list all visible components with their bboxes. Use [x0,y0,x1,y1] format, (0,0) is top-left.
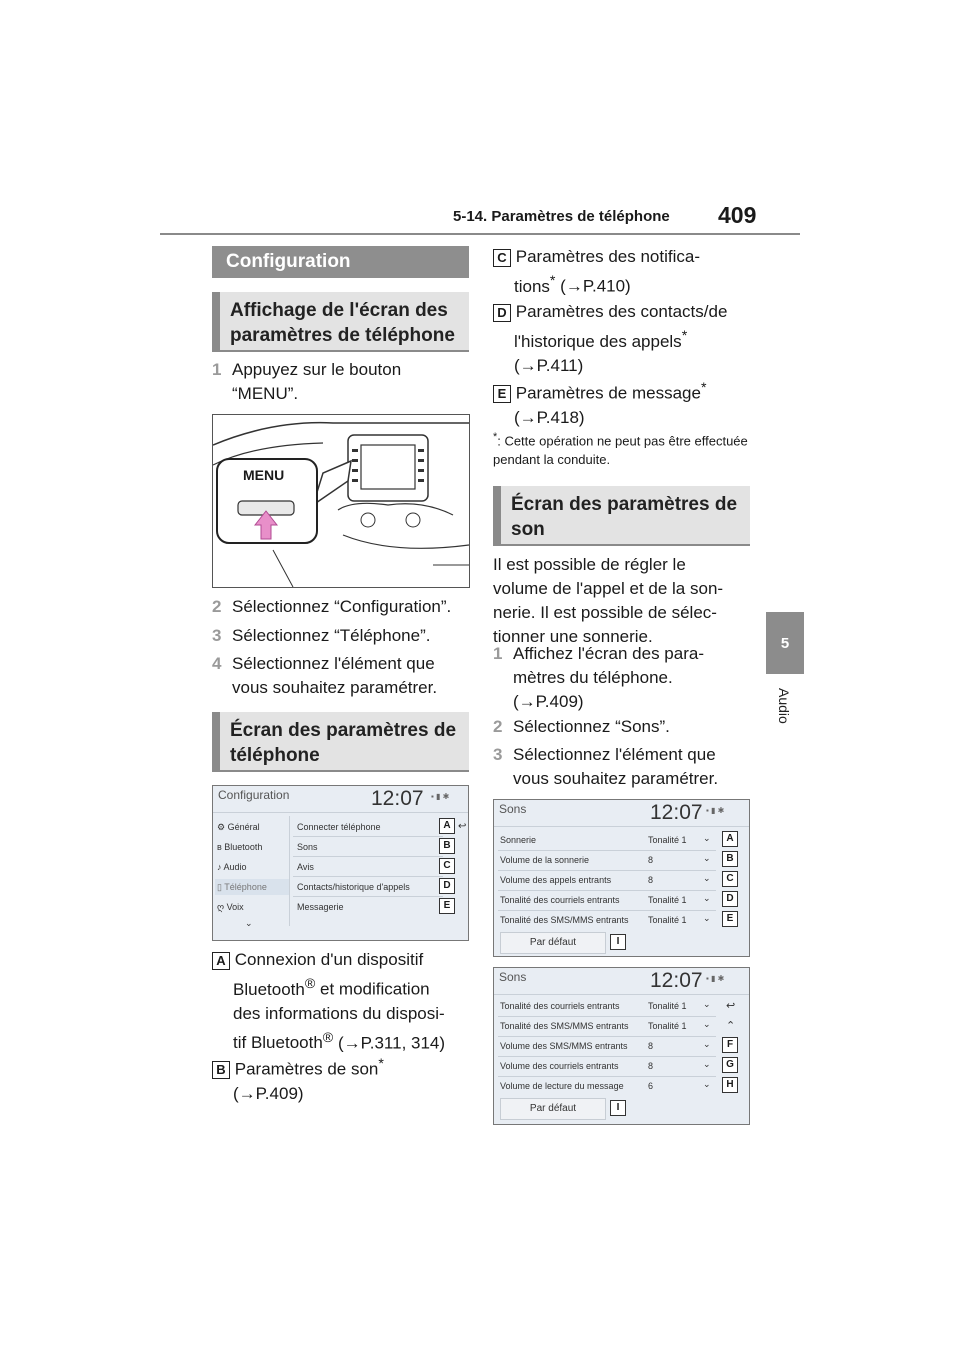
label-c: C [493,249,511,267]
callout-label: I [610,934,626,950]
music-note-icon: ♪ [217,862,222,872]
setting-row-name[interactable]: Tonalité des courriels entrants [500,1001,620,1011]
label-e: E [493,385,511,403]
callout-label: D [722,891,738,907]
item-contacts-history[interactable]: Contacts/historique d'appels [297,882,410,892]
chevron-down-icon[interactable]: ⌄ [703,1019,711,1029]
setting-row-value: Tonalité 1 [648,915,687,925]
chevron-down-icon[interactable]: ⌄ [703,913,711,923]
callout-label: H [722,1077,738,1093]
label-b: B [212,1061,230,1079]
callout-label: D [439,878,455,894]
step-1 [212,358,462,406]
section-title: 5-14. Paramètres de téléphone [453,208,670,225]
heading-display-phone-settings: Affichage de l'écran des paramètres de téléphone [212,292,469,352]
item-connect-phone[interactable]: Connecter téléphone [297,822,381,832]
step-4 [212,652,467,700]
item-a-description: A Connexion d'un dispositif Bluetooth® et modification des informations du disposi- tif Bluetooth® (→P.311, 314) [212,948,472,1055]
setting-row-value: 8 [648,1041,654,1051]
page-number: 409 [718,202,757,228]
gear-icon: ⚙ [217,822,226,832]
setting-row-name[interactable]: Volume de la sonnerie [500,855,590,865]
heading-phone-settings-screen: Écran des paramètres de téléphone [212,712,469,772]
screen-title: Sons [499,802,527,816]
chevron-down-icon[interactable]: ⌄ [703,1059,711,1069]
menu-item-telephone[interactable]: ▯ Téléphone [215,879,289,895]
menu-item-general[interactable]: ⚙ Général [217,822,260,832]
dashboard-illustration [212,414,470,588]
step-number: 2 [212,597,222,616]
chevron-down-icon[interactable]: ⌄ [703,873,711,883]
item-e-description: E Paramètres de message* (→P.418) [493,376,753,430]
setting-row-name[interactable]: Tonalité des SMS/MMS entrants [500,915,629,925]
step-number: 3 [493,745,503,764]
phone-icon: ▯ [217,882,222,892]
chevron-down-icon[interactable]: ⌄ [703,1039,711,1049]
callout-label: G [722,1057,738,1073]
label-a: A [212,952,230,970]
menu-item-bluetooth[interactable]: ʙ Bluetooth [217,842,263,852]
step-3 [212,624,472,648]
default-button[interactable]: Par défaut [500,1098,606,1120]
label-d: D [493,304,511,322]
step-text: Sélectionnez l'élément que vous souhaitez paramétrer. [513,745,719,788]
scroll-up-icon[interactable]: ⌃ [726,1020,736,1032]
setting-row-name[interactable]: Volume des courriels entrants [500,1061,619,1071]
screen-clock: 12:07 [650,969,703,992]
callout-label: A [439,818,455,834]
status-icons: ▪ ▮ ✱ [431,792,450,801]
screen-clock: 12:07 [371,787,424,810]
setting-row-value: Tonalité 1 [648,895,687,905]
item-c-description: C Paramètres des notifica- tions* (→P.410) [493,245,753,299]
setting-row-value: 8 [648,875,654,885]
default-button[interactable]: Par défaut [500,932,606,954]
step-number: 2 [493,717,503,736]
sound-settings-screenshot-2 [493,967,750,1125]
step-text: Sélectionnez l'élément que vous souhaitez paramétrer. [232,654,438,697]
setting-row-name[interactable]: Volume de lecture du message [500,1081,624,1091]
setting-row-value: 8 [648,1061,654,1071]
step-ref: (→P.409) [513,692,584,711]
chevron-down-icon[interactable]: ⌄ [703,1079,711,1089]
setting-row-value: Tonalité 1 [648,1001,687,1011]
menu-item-voice[interactable]: ღ Voix [217,902,244,912]
step-text: Sélectionnez “Sons”. [513,717,670,736]
back-icon[interactable]: ↩ [458,821,467,832]
dashboard-drawing [213,415,469,587]
step-text: Affichez l'écran des para-mètres du téléphone. [513,644,704,687]
setting-row-value: 6 [648,1081,654,1091]
sound-settings-screenshot-1 [493,799,750,957]
chapter-label: Audio [776,688,792,724]
menu-item-audio[interactable]: ♪ Audio [217,862,247,872]
item-sounds[interactable]: Sons [297,842,318,852]
callout-label: E [722,911,738,927]
setting-row-name[interactable]: Volume des appels entrants [500,875,612,885]
callout-label: A [722,831,738,847]
sound-intro-text: Il est possible de régler le volume de l'appel et de la son-nerie. Il est possible de sélec-tionner une sonnerie. [493,555,724,646]
chevron-down-icon[interactable]: ⌄ [703,833,711,843]
back-icon[interactable]: ↩ [726,1000,736,1012]
item-messaging[interactable]: Messagerie [297,902,344,912]
sound-step-1 [493,642,733,714]
step-number: 3 [212,626,222,645]
setting-row-name[interactable]: Tonalité des SMS/MMS entrants [500,1021,629,1031]
setting-row-value: Tonalité 1 [648,835,687,845]
callout-label: F [722,1037,738,1053]
chevron-down-icon[interactable]: ⌄ [703,893,711,903]
step-number: 1 [212,360,222,379]
step-number: 4 [212,654,222,673]
callout-label: B [722,851,738,867]
setting-row-value: Tonalité 1 [648,1021,687,1031]
setting-row-name[interactable]: Sonnerie [500,835,537,845]
step-number: 1 [493,644,503,663]
status-icons: ▪ ▮ ✱ [706,974,725,983]
screen-title: Sons [499,970,527,984]
header-divider [160,233,800,235]
sound-step-2 [493,715,748,739]
callout-label: B [439,838,455,854]
setting-row-name[interactable]: Tonalité des courriels entrants [500,895,620,905]
phone-settings-screenshot [212,785,469,941]
footnote: *: Cette opération ne peut pas être effectuée pendant la conduite. [493,431,748,468]
step-text: Sélectionnez “Téléphone”. [232,626,431,645]
heading-sound-settings-screen: Écran des paramètres de son [493,486,750,546]
chapter-tab: 5 [766,612,804,674]
step-text: Appuyez sur le bouton “MENU”. [232,360,402,403]
step-2 [212,595,472,619]
chevron-down-icon[interactable]: ⌄ [703,999,711,1009]
callout-label: C [722,871,738,887]
item-notifications[interactable]: Avis [297,862,314,872]
callout-label: C [439,858,455,874]
menu-button-label: MENU [243,467,285,483]
chevron-down-icon[interactable]: ⌄ [703,853,711,863]
callout-label: E [439,898,455,914]
item-b-description: B Paramètres de son* (→P.409) [212,1052,472,1106]
bluetooth-icon: ʙ [217,842,222,852]
step-text: Sélectionnez “Configuration”. [232,597,452,616]
setting-row-name[interactable]: Volume des SMS/MMS entrants [500,1041,628,1051]
screen-clock: 12:07 [650,801,703,824]
configuration-banner: Configuration [212,246,469,278]
item-d-description: D Paramètres des contacts/de l'historique des appels* (→P.411) [493,300,753,378]
status-icons: ▪ ▮ ✱ [706,806,725,815]
setting-row-value: 8 [648,855,654,865]
callout-label: I [610,1100,626,1116]
screen-title: Configuration [218,788,290,802]
sound-step-3 [493,743,738,791]
chevron-down-icon[interactable]: ⌄ [245,918,253,928]
voice-icon: ღ [217,902,225,912]
